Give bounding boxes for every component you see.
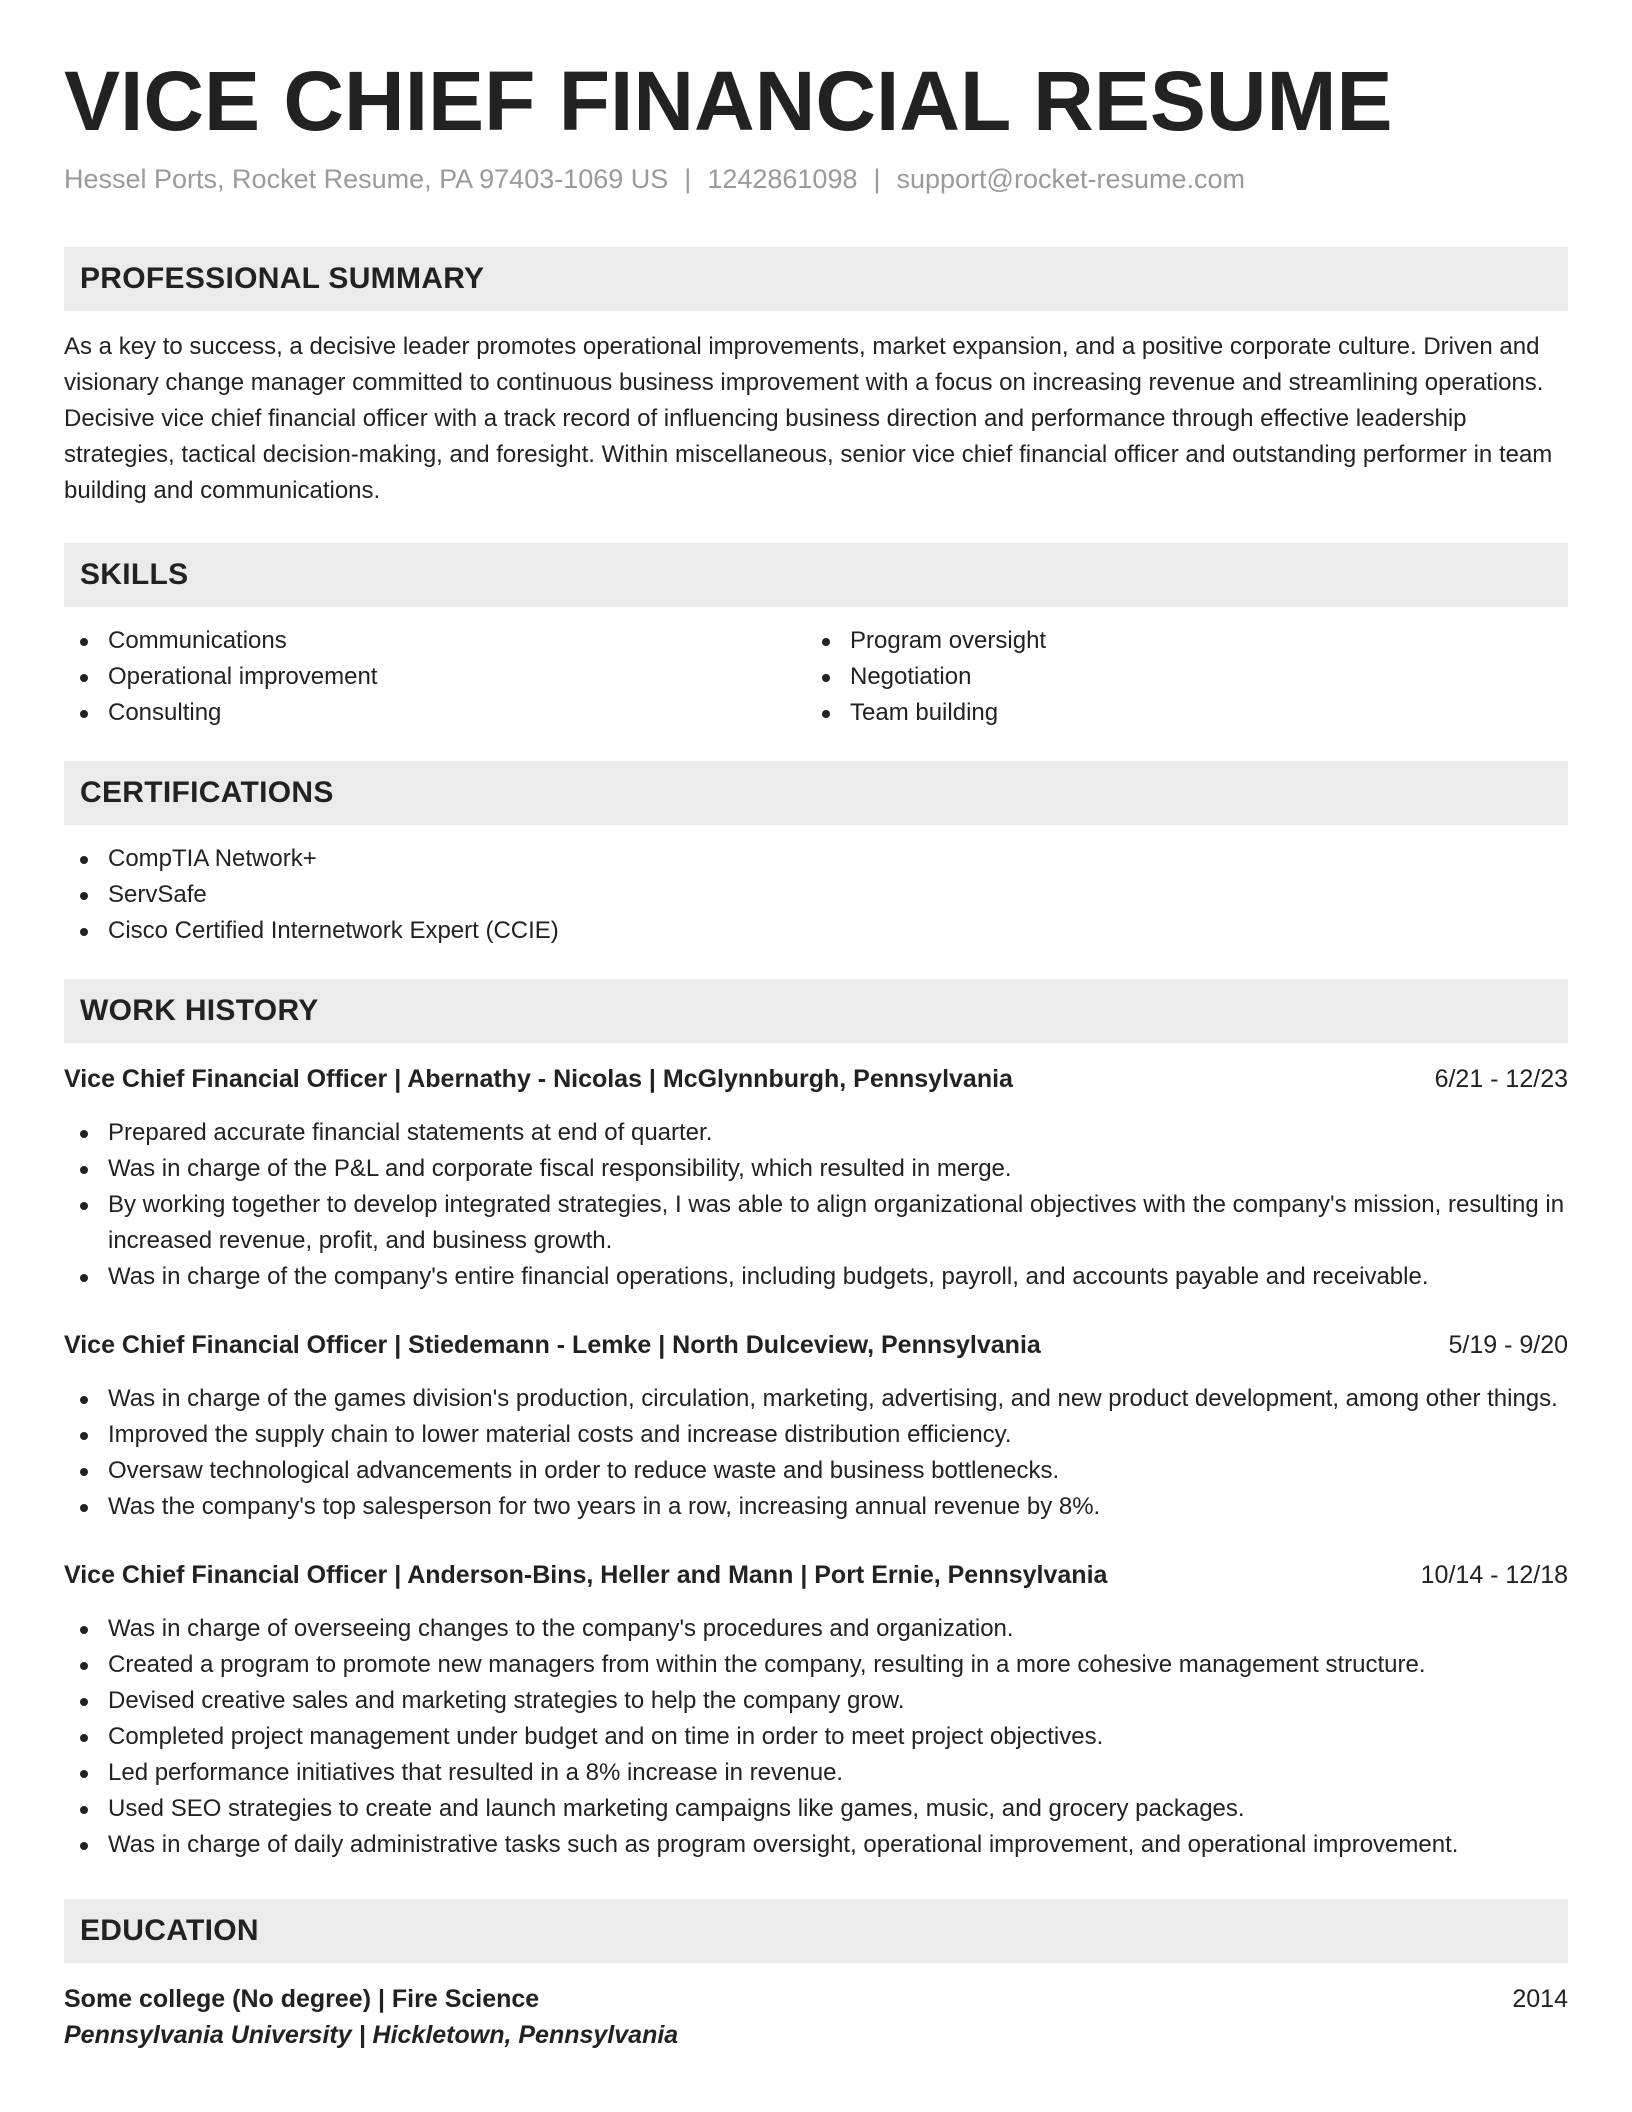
certifications-list xyxy=(64,841,1568,949)
skill-item: Team building xyxy=(806,695,1548,731)
skill-item: Operational improvement xyxy=(64,659,806,695)
job-bullets xyxy=(64,1381,1568,1525)
contact-line xyxy=(64,164,1568,195)
education-degree: Some college (No degree) | Fire Science xyxy=(64,1985,540,2014)
section-title: WORK HISTORY xyxy=(80,994,319,1028)
job-dates: 10/14 - 12/18 xyxy=(1420,1561,1568,1590)
section-title: CERTIFICATIONS xyxy=(80,776,334,810)
section-header-work-history xyxy=(64,979,1568,1043)
summary-text: As a key to success, a decisive leader promotes operational improvements, market expansion, and a positive corporate culture. Driven and visionary change manager committed to continuous business improvement with a focus on increasing revenue and streamlining operations. Decisive vice chief financial officer with a track record of influencing business direction and performance through effective leadership strategies, tactical decision-making, and foresight. Within miscellaneous, senior vice chief financial officer and outstanding performer in team building and communications. xyxy=(64,333,1553,505)
job-bullets xyxy=(64,1115,1568,1295)
job-bullet: Devised creative sales and marketing strategies to help the company grow. xyxy=(64,1683,1568,1719)
skills-list xyxy=(64,623,1568,731)
resume-title: VICE CHIEF FINANCIAL RESUME xyxy=(64,54,1393,148)
job-bullet: Created a program to promote new managers from within the company, resulting in a more cohesive management structure. xyxy=(64,1647,1568,1683)
section-header-skills xyxy=(64,543,1568,607)
skill-item: Program oversight xyxy=(806,623,1548,659)
section-header-education xyxy=(64,1899,1568,1963)
job-entry xyxy=(64,1557,1568,1863)
skill-item: Negotiation xyxy=(806,659,1548,695)
section-title: PROFESSIONAL SUMMARY xyxy=(80,262,485,296)
job-entry xyxy=(64,1061,1568,1295)
skills-column-right xyxy=(806,623,1548,731)
education-header xyxy=(64,1981,1568,2017)
job-dates: 6/21 - 12/23 xyxy=(1434,1065,1568,1094)
section-header-summary xyxy=(64,247,1568,311)
skills-column-left xyxy=(64,623,806,731)
job-bullet: Was in charge of the games division's production, circulation, marketing, advertising, and new product development, among other things. xyxy=(64,1381,1568,1417)
contact-phone: 1242861098 xyxy=(707,164,858,195)
job-header xyxy=(64,1327,1568,1363)
certification-item: ServSafe xyxy=(64,877,1568,913)
education-school: Pennsylvania University | Hickletown, Pennsylvania xyxy=(64,2021,679,2050)
job-bullet: Prepared accurate financial statements at end of quarter. xyxy=(64,1115,1568,1151)
job-title: Vice Chief Financial Officer | Anderson-Bins, Heller and Mann | Port Ernie, Pennsylvania xyxy=(64,1561,1108,1590)
job-bullet: Improved the supply chain to lower material costs and increase distribution efficiency. xyxy=(64,1417,1568,1453)
job-bullets xyxy=(64,1611,1568,1863)
job-bullet: Was in charge of overseeing changes to the company's procedures and organization. xyxy=(64,1611,1568,1647)
section-title: EDUCATION xyxy=(80,1914,259,1948)
contact-separator: | xyxy=(684,164,692,195)
job-dates: 5/19 - 9/20 xyxy=(1448,1331,1568,1360)
job-entry xyxy=(64,1327,1568,1525)
contact-address: Hessel Ports, Rocket Resume, PA 97403-1069 US xyxy=(64,164,669,195)
certification-item: CompTIA Network+ xyxy=(64,841,1568,877)
job-header xyxy=(64,1061,1568,1097)
job-bullet: Was in charge of the P&L and corporate fiscal responsibility, which resulted in merge. xyxy=(64,1151,1568,1187)
job-title: Vice Chief Financial Officer | Abernathy - Nicolas | McGlynnburgh, Pennsylvania xyxy=(64,1065,1013,1094)
job-bullet: Led performance initiatives that resulted in a 8% increase in revenue. xyxy=(64,1755,1568,1791)
job-bullet: Completed project management under budget and on time in order to meet project objectives. xyxy=(64,1719,1568,1755)
education-year: 2014 xyxy=(1512,1985,1568,2014)
skill-item: Communications xyxy=(64,623,806,659)
section-header-certifications xyxy=(64,761,1568,825)
section-title: SKILLS xyxy=(80,558,189,592)
job-bullet: Was the company's top salesperson for two years in a row, increasing annual revenue by 8%. xyxy=(64,1489,1568,1525)
contact-separator: | xyxy=(873,164,881,195)
job-header xyxy=(64,1557,1568,1593)
job-bullet: Oversaw technological advancements in order to reduce waste and business bottlenecks. xyxy=(64,1453,1568,1489)
job-title: Vice Chief Financial Officer | Stiedemann - Lemke | North Dulceview, Pennsylvania xyxy=(64,1331,1041,1360)
job-bullet: Used SEO strategies to create and launch marketing campaigns like games, music, and grocery packages. xyxy=(64,1791,1568,1827)
job-bullet: By working together to develop integrated strategies, I was able to align organizational objectives with the company's mission, resulting in increased revenue, profit, and business growth. xyxy=(64,1187,1568,1259)
job-bullet: Was in charge of the company's entire financial operations, including budgets, payroll, and accounts payable and receivable. xyxy=(64,1259,1568,1295)
skill-item: Consulting xyxy=(64,695,806,731)
education-entry xyxy=(64,1981,1568,2053)
certification-item: Cisco Certified Internetwork Expert (CCIE) xyxy=(64,913,1568,949)
job-bullet: Was in charge of daily administrative tasks such as program oversight, operational improvement, and operational improvement. xyxy=(64,1827,1568,1863)
contact-email: support@rocket-resume.com xyxy=(896,164,1246,195)
